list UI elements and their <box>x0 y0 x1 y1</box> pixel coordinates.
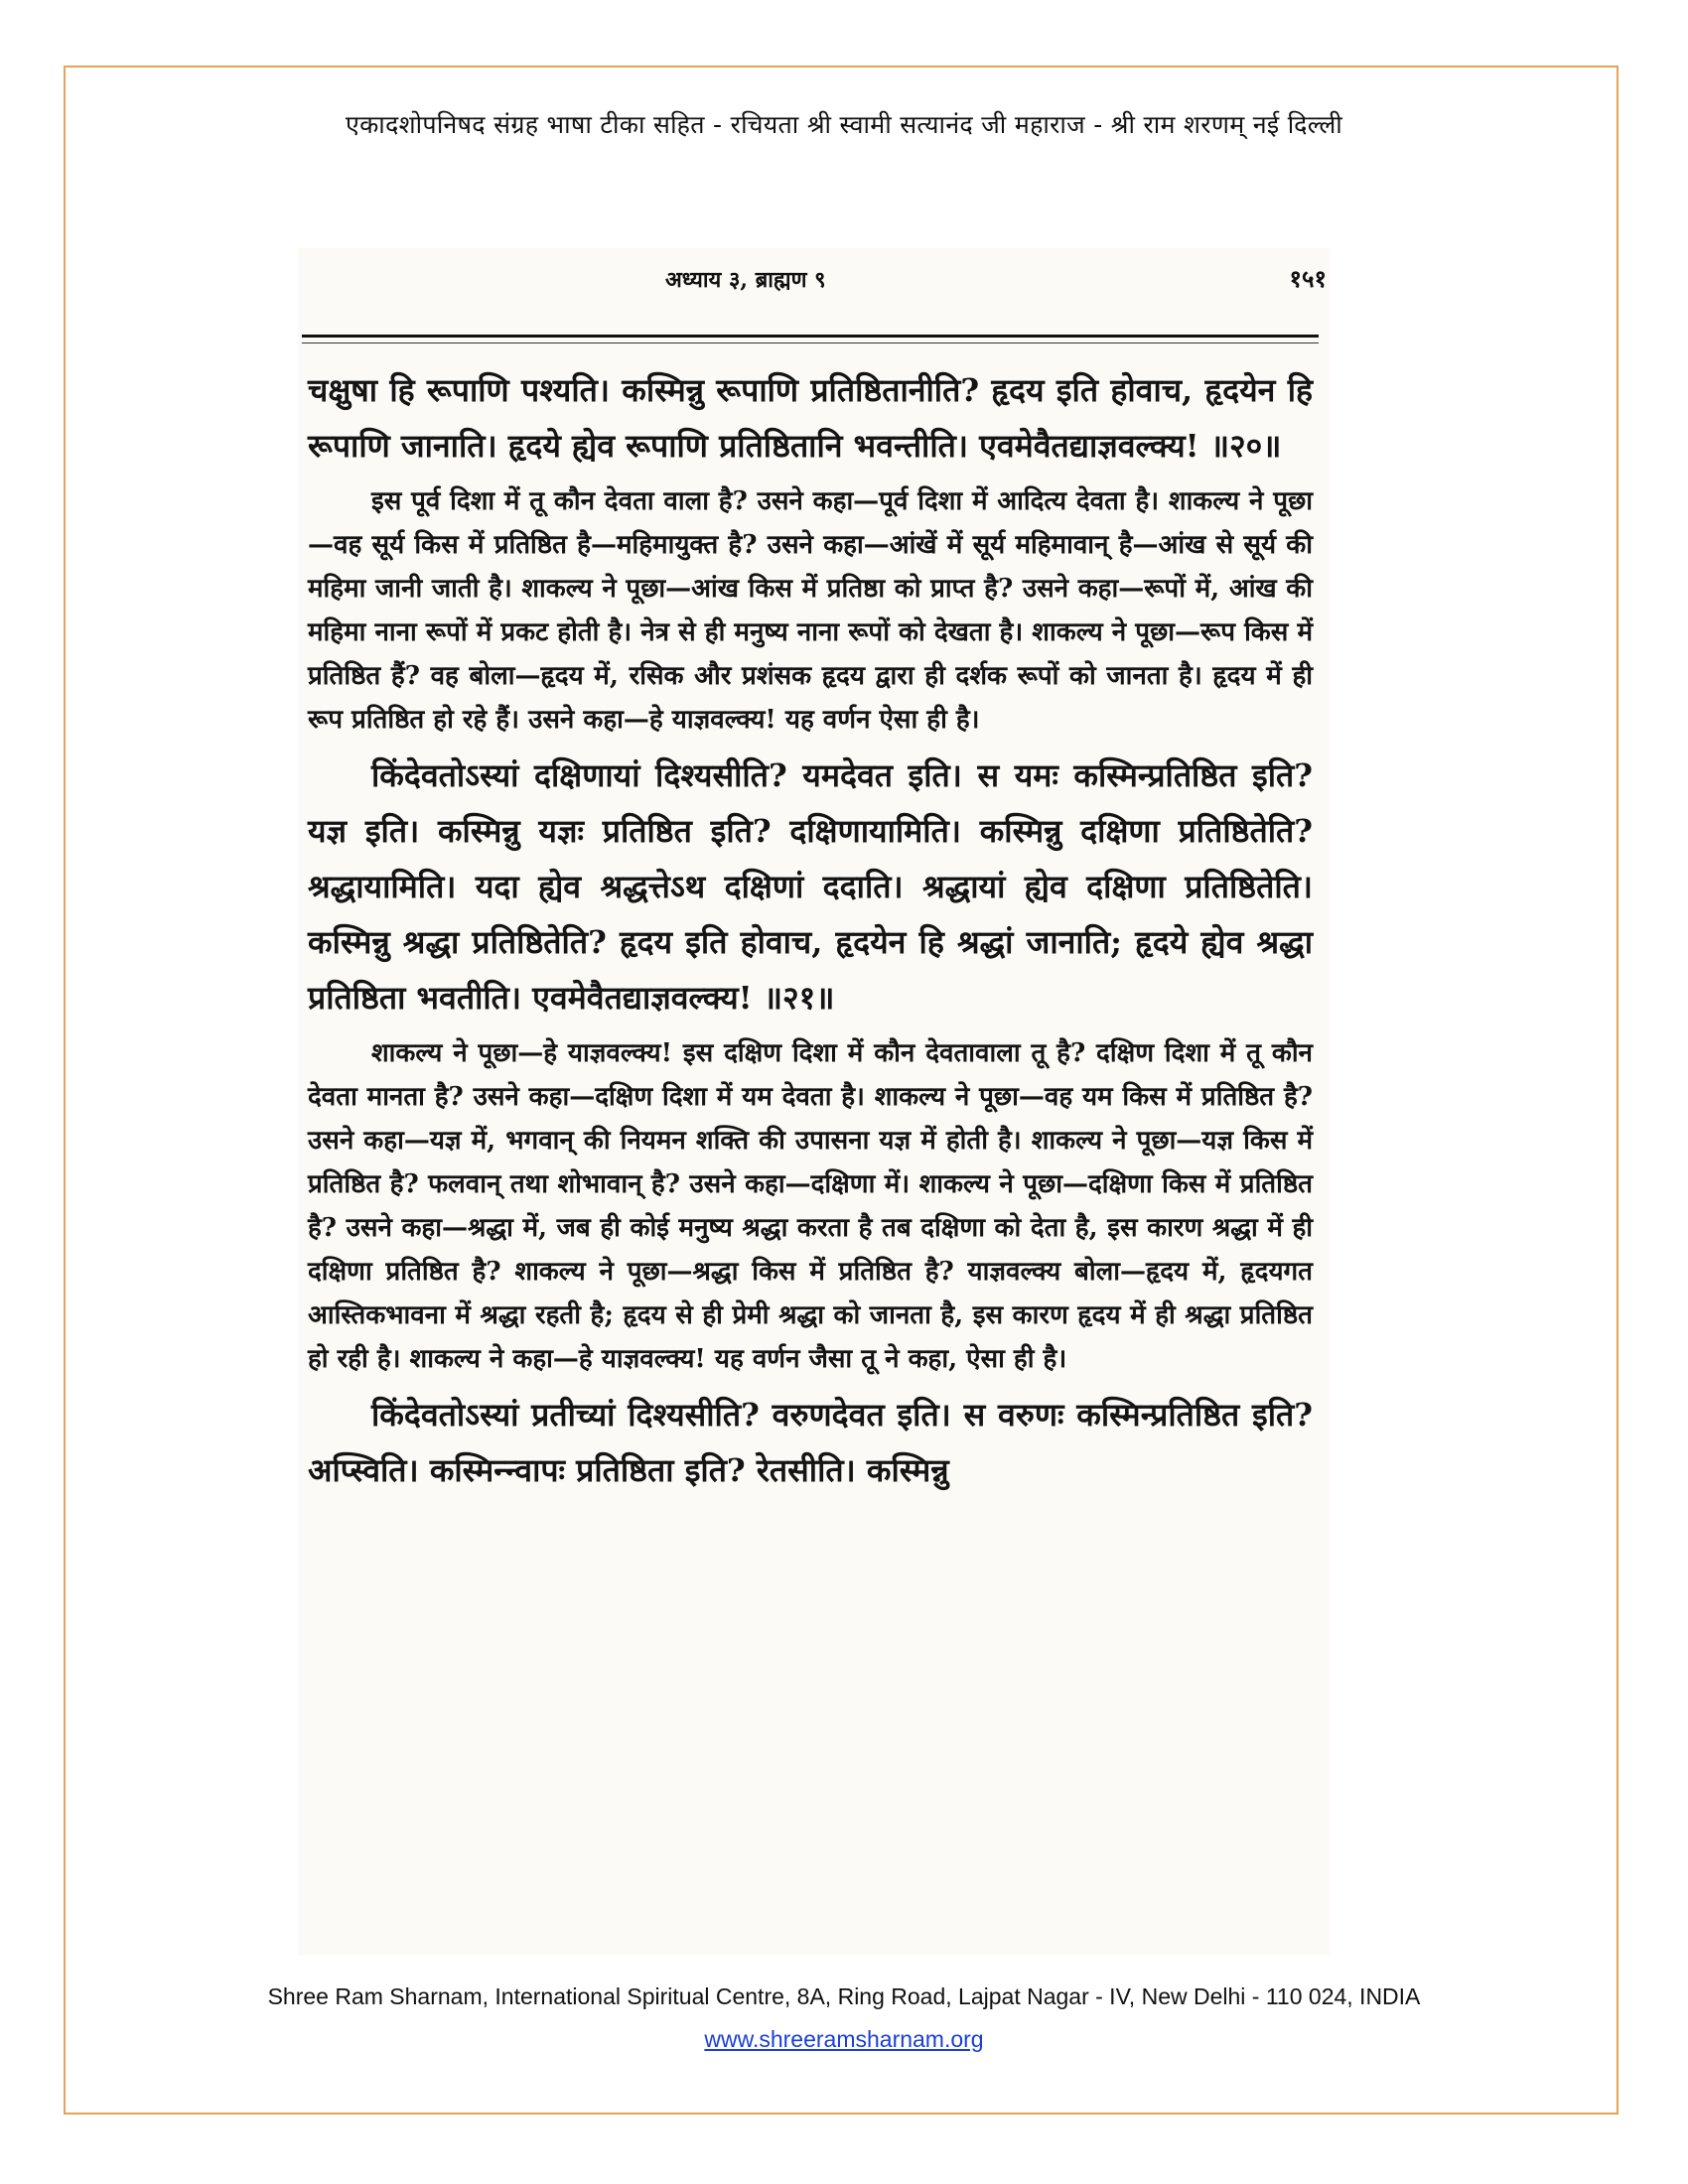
sanskrit-verse-22-start: किंदेवतोऽस्यां प्रतीच्यां दिश्यसीति? वरुणदेवत इति। स वरुणः कस्मिन्प्रतिष्ठित इति? अप्स्विति। कस्मिन्न्वापः प्रतिष्ठिता इति? रेतसीति। कस्मिन्नु <box>308 1396 1313 1489</box>
sanskrit-verse-20: चक्षुषा हि रूपाणि पश्यति। कस्मिन्नु रूपाणि प्रतिष्ठितानीति? हृदय इति होवाच, हृदयेन हि रूपाणि जानाति। हृदये ह्येव रूपाणि प्रतिष्ठितानि भवन्तीति। एवमेवैतद्याज्ञवल्क्य! ॥२०॥ <box>308 371 1313 465</box>
hindi-commentary-21: शाकल्य ने पूछा—हे याज्ञवल्क्य! इस दक्षिण दिशा में कौन देवतावाला तू है? दक्षिण दिशा में तू कौन देवता मानता है? उसने कहा—दक्षिण दिशा में यम देवता है। शाकल्य ने पूछा—वह यम किस में प्रतिष्ठित है? उसने कहा—यज्ञ में, भगवान् की नियमन शक्ति की उपासना यज्ञ में होती है। शाकल्य ने पूछा—यज्ञ किस में प्रतिष्ठित है? फलवान् तथा शोभावान् है? उसने कहा—दक्षिणा में। शाकल्य ने पूछा—दक्षिणा किस में प्रतिष्ठित है? उसने कहा—श्रद्धा में, जब ही कोई मनुष्य श्रद्धा करता है तब दक्षिणा को देता है, इस कारण श्रद्धा में ही दक्षिणा प्रतिष्ठित है? शाकल्य ने पूछा—श्रद्धा किस में प्रतिष्ठित है? याज्ञवल्क्य बोला—हृदय में, हृदयगत आस्तिकभावना में श्रद्धा रहती है; हृदय से ही प्रेमी श्रद्धा को जानता है, इस कारण हृदय में ही श्रद्धा प्रतिष्ठित हो रही है। शाकल्य ने कहा—हे याज्ञवल्क्य! यह वर्णन जैसा तू ने कहा, ऐसा ही है। <box>308 1038 1313 1374</box>
page-number: १५१ <box>1289 264 1327 293</box>
website-link[interactable]: www.shreeramsharnam.org <box>704 2026 984 2052</box>
footer-address: Shree Ram Sharnam, International Spiritual Centre, 8A, Ring Road, Lajpat Nagar - IV, New Delhi - 110 024, INDIA <box>267 1983 1421 2009</box>
heading-rule-thick <box>302 335 1319 338</box>
sanskrit-verse-21: किंदेवतोऽस्यां दक्षिणायां दिश्यसीति? यमदेवत इति। स यमः कस्मिन्प्रतिष्ठित इति? यज्ञ इति। कस्मिन्नु यज्ञः प्रतिष्ठित इति? दक्षिणायामिति। कस्मिन्नु दक्षिणा प्रतिष्ठितेति? श्रद्धायामिति। यदा ह्येव श्रद्धत्तेऽथ दक्षिणां ददाति। श्रद्धायां ह्येव दक्षिणा प्रतिष्ठितेति। कस्मिन्नु श्रद्धा प्रतिष्ठितेति? हृदय इति होवाच, हृदयेन हि श्रद्धां जानाति; हृदये ह्येव श्रद्धा प्रतिष्ठिता भवतीति। एवमेवैतद्याज्ञवल्क्य! ॥२१॥ <box>308 756 1313 1017</box>
scan-page-heading <box>308 260 1340 300</box>
chapter-heading: अध्याय ३, ब्राह्मण ९ <box>665 267 826 293</box>
heading-rule-thin <box>302 342 1319 343</box>
document-header: एकादशोपनिषद संग्रह भाषा टीका सहित - रचियता श्री स्वामी सत्यानंद जी महाराज - श्री राम शरणम् नई दिल्ली <box>345 110 1343 139</box>
hindi-commentary-20: इस पूर्व दिशा में तू कौन देवता वाला है? उसने कहा—पूर्व दिशा में आदित्य देवता है। शाकल्य ने पूछा—वह सूर्य किस में प्रतिष्ठित है—महिमायुक्त है? उसने कहा—आंखें में सूर्य महिमावान् है—आंख से सूर्य की महिमा जानी जाती है। शाकल्य ने पूछा—आंख किस में प्रतिष्ठा को प्राप्त है? उसने कहा—रूपों में, आंख की महिमा नाना रूपों में प्रकट होती है। नेत्र से ही मनुष्य नाना रूपों को देखता है। शाकल्य ने पूछा—रूप किस में प्रतिष्ठित हैं? वह बोला—हृदय में, रसिक और प्रशंसक हृदय द्वारा ही दर्शक रूपों को जानता है। हृदय में ही रूप प्रतिष्ठित हो रहे हैं। उसने कहा—हे याज्ञवल्क्य! यह वर्णन ऐसा ही है। <box>308 486 1313 735</box>
page-footer <box>0 1983 1688 2053</box>
scan-body <box>308 362 1313 1498</box>
